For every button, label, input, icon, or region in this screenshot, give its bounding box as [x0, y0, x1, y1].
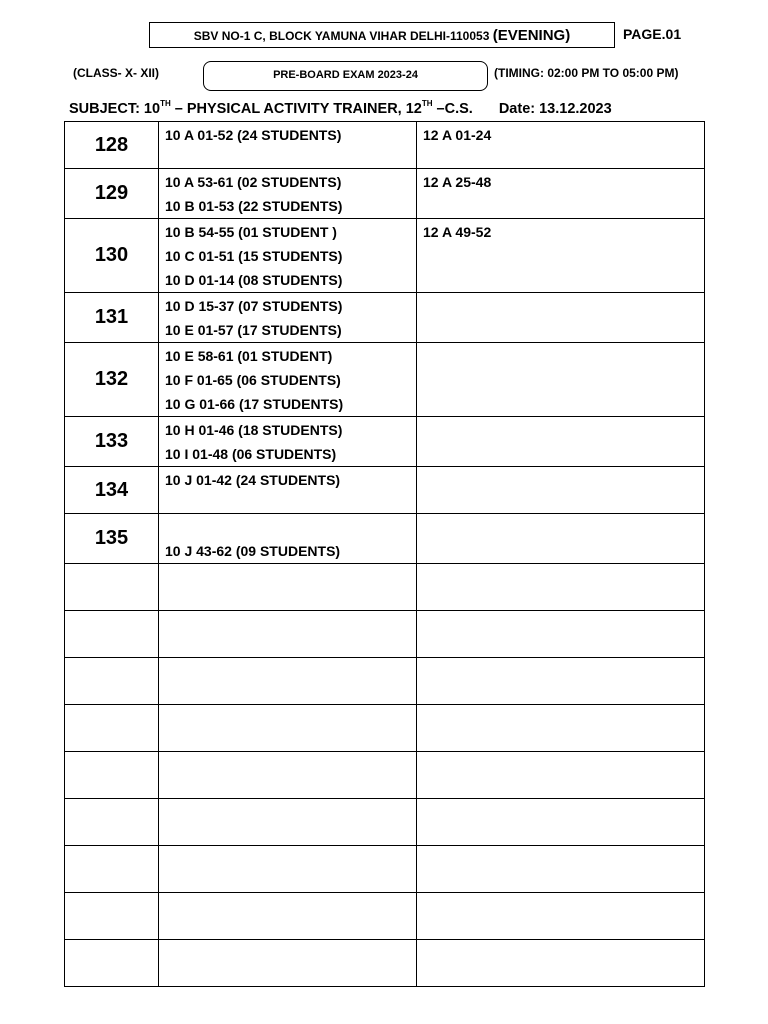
table-row	[65, 122, 705, 169]
empty-table-row	[65, 846, 705, 893]
shift-label: (EVENING)	[492, 27, 571, 44]
empty-cell	[159, 705, 417, 752]
empty-table-row	[65, 893, 705, 940]
class-label: (CLASS- X- XII)	[73, 66, 159, 80]
empty-cell	[65, 658, 159, 705]
class-10-allocation	[159, 467, 417, 514]
class-12-allocation	[417, 122, 705, 169]
empty-table-row	[65, 705, 705, 752]
empty-cell	[65, 799, 159, 846]
empty-cell	[65, 564, 159, 611]
class-12-allocation	[417, 514, 705, 564]
empty-cell	[159, 564, 417, 611]
room-number: 132	[65, 343, 159, 417]
empty-cell	[159, 893, 417, 940]
class-10-allocation	[159, 514, 417, 564]
allocation-line: 12 A 25-48	[423, 174, 492, 190]
exam-title-box	[203, 61, 488, 91]
seating-table	[64, 121, 705, 987]
empty-cell	[417, 940, 705, 987]
room-number: 133	[65, 417, 159, 467]
room-number: 134	[65, 467, 159, 514]
class-10-allocation	[159, 343, 417, 417]
empty-cell	[417, 846, 705, 893]
room-number: 130	[65, 219, 159, 293]
empty-cell	[65, 940, 159, 987]
empty-cell	[159, 799, 417, 846]
allocation-line: 10 D 15-37 (07 STUDENTS)	[165, 298, 343, 314]
subject-line	[69, 99, 612, 117]
exam-title: PRE-BOARD EXAM 2023-24	[273, 69, 418, 81]
empty-cell	[65, 893, 159, 940]
allocation-line: 10 C 01-51 (15 STUDENTS)	[165, 248, 343, 264]
empty-table-row	[65, 611, 705, 658]
class-10-allocation	[159, 122, 417, 169]
school-header-box	[149, 22, 615, 48]
allocation-line: 12 A 01-24	[423, 127, 492, 143]
empty-cell	[417, 799, 705, 846]
allocation-line: 10 A 53-61 (02 STUDENTS)	[165, 174, 342, 190]
empty-cell	[65, 611, 159, 658]
table-row	[65, 343, 705, 417]
exam-date: Date: 13.12.2023	[498, 101, 612, 117]
allocation-line: 12 A 49-52	[423, 224, 492, 240]
table-row	[65, 219, 705, 293]
empty-cell	[417, 705, 705, 752]
empty-cell	[417, 564, 705, 611]
class-12-allocation	[417, 467, 705, 514]
table-row	[65, 467, 705, 514]
class-12-allocation	[417, 169, 705, 219]
allocation-line: 10 I 01-48 (06 STUDENTS)	[165, 446, 337, 462]
allocation-line: 10 J 43-62 (09 STUDENTS)	[165, 543, 341, 559]
class-10-allocation	[159, 169, 417, 219]
allocation-line: 10 E 01-57 (17 STUDENTS)	[165, 322, 342, 338]
allocation-line: 10 F 01-65 (06 STUDENTS)	[165, 372, 341, 388]
empty-cell	[159, 658, 417, 705]
empty-table-row	[65, 799, 705, 846]
exam-timing: (TIMING: 02:00 PM TO 05:00 PM)	[494, 66, 679, 80]
table-row	[65, 514, 705, 564]
subject-middle: – PHYSICAL ACTIVITY TRAINER, 12	[170, 101, 422, 117]
subject-prefix: SUBJECT: 10	[69, 101, 161, 117]
allocation-line: 10 G 01-66 (17 STUDENTS)	[165, 396, 344, 412]
allocation-line: 10 B 54-55 (01 STUDENT )	[165, 224, 337, 240]
class-12-allocation	[417, 293, 705, 343]
allocation-line: 10 H 01-46 (18 STUDENTS)	[165, 422, 343, 438]
table-row	[65, 169, 705, 219]
empty-table-row	[65, 940, 705, 987]
subject-sup-2: TH	[421, 99, 433, 108]
room-number: 131	[65, 293, 159, 343]
empty-cell	[159, 611, 417, 658]
empty-cell	[159, 752, 417, 799]
class-12-allocation	[417, 417, 705, 467]
allocation-line: 10 D 01-14 (08 STUDENTS)	[165, 272, 343, 288]
empty-cell	[417, 752, 705, 799]
empty-cell	[159, 940, 417, 987]
table-row	[65, 293, 705, 343]
class-10-allocation	[159, 417, 417, 467]
room-number: 135	[65, 514, 159, 564]
allocation-line: 10 B 01-53 (22 STUDENTS)	[165, 198, 343, 214]
empty-cell	[417, 658, 705, 705]
allocation-line	[165, 515, 416, 539]
room-number: 129	[65, 169, 159, 219]
empty-cell	[65, 705, 159, 752]
page-number: PAGE.01	[623, 26, 682, 42]
empty-cell	[417, 611, 705, 658]
empty-cell	[65, 846, 159, 893]
subject-sup-1: TH	[160, 99, 171, 108]
empty-cell	[65, 752, 159, 799]
allocation-line: 10 E 58-61 (01 STUDENT)	[165, 348, 333, 364]
empty-cell	[159, 846, 417, 893]
class-10-allocation	[159, 293, 417, 343]
empty-cell	[417, 893, 705, 940]
class-10-allocation	[159, 219, 417, 293]
empty-table-row	[65, 752, 705, 799]
allocation-line: 10 A 01-52 (24 STUDENTS)	[165, 127, 342, 143]
room-number: 128	[65, 122, 159, 169]
empty-table-row	[65, 658, 705, 705]
class-12-allocation	[417, 343, 705, 417]
class-12-allocation	[417, 219, 705, 293]
allocation-line: 10 J 01-42 (24 STUDENTS)	[165, 472, 341, 488]
empty-table-row	[65, 564, 705, 611]
seating-table-body	[65, 122, 705, 987]
subject-suffix: –C.S.	[432, 101, 473, 117]
table-row	[65, 417, 705, 467]
school-name: SBV NO-1 C, BLOCK YAMUNA VIHAR DELHI-110053	[193, 29, 490, 43]
